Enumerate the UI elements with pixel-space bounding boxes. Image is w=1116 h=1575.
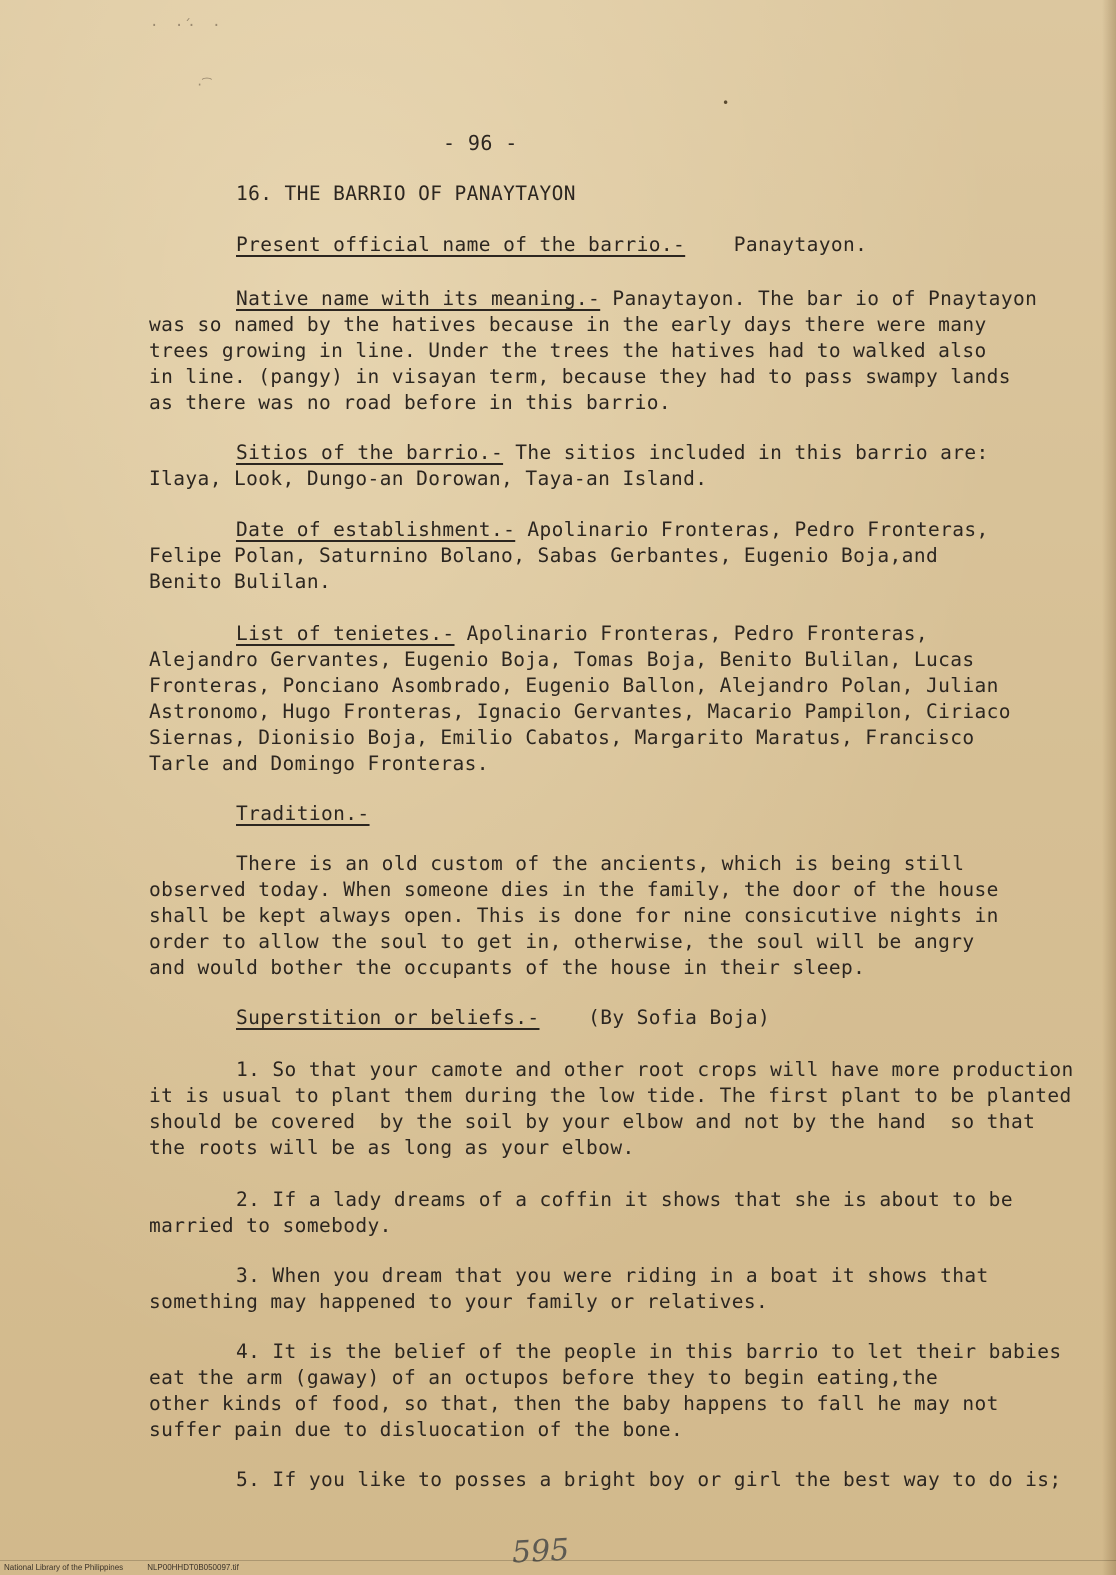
section-title-text: 16. THE BARRIO OF PANAYTAYON <box>236 182 576 205</box>
tenientes-line-1 <box>236 622 928 646</box>
sitios-text: The sitios included in this barrio are: <box>503 441 989 464</box>
belief-1-line: it is usual to plant them during the low tide. The first plant to be planted <box>149 1084 1072 1107</box>
scan-footer <box>4 1563 263 1572</box>
belief-1-line: the roots will be as long as your elbow. <box>149 1136 635 1159</box>
tradition-line: shall be kept always open. This is done for nine consicutive nights in <box>149 904 999 927</box>
tradition-heading: Tradition.- <box>236 802 370 825</box>
superstition-heading-line <box>236 1006 770 1030</box>
belief-2-line: 2. If a lady dreams of a coffin it shows that she is about to be <box>236 1188 1013 1211</box>
superstition-attribution: (By Sofia Boja) <box>588 1006 771 1029</box>
tenientes-heading: List of tenietes.- <box>236 622 455 645</box>
footer-file: NLP00HHDT0B050097.tif <box>147 1563 239 1572</box>
footer-library: National Library of the Philippines <box>4 1563 124 1572</box>
tenientes-line: Fronteras, Ponciano Asombrado, Eugenio Ballon, Alejandro Polan, Julian <box>149 674 999 697</box>
belief-4-line: 4. It is the belief of the people in this barrio to let their babies <box>236 1340 1062 1363</box>
belief-2-line: married to somebody. <box>149 1214 392 1237</box>
belief-1-line: should be covered by the soil by your elbow and not by the hand so that <box>149 1110 1036 1133</box>
establishment-line-1 <box>236 518 989 542</box>
belief-4-line: eat the arm (gaway) of an octupos before they to begin eating,the <box>149 1366 939 1389</box>
tenientes-line: Siernas, Dionisio Boja, Emilio Cabatos, Margarito Maratus, Francisco <box>149 726 975 749</box>
belief-3-line: something may happened to your family or relatives. <box>149 1290 769 1313</box>
tenientes-line: Astronomo, Hugo Fronteras, Ignacio Gervantes, Macario Pampilon, Ciriaco <box>149 700 1011 723</box>
establishment-line: Felipe Polan, Saturnino Bolano, Sabas Gerbantes, Eugenio Boja,and <box>149 544 939 567</box>
belief-4-line: suffer pain due to disluocation of the bone. <box>149 1418 684 1441</box>
corner-mark: ·͡ <box>196 78 211 92</box>
native-name-line: was so named by the hatives because in the early days there were many <box>149 313 987 336</box>
sitios-list: Ilaya, Look, Dungo-an Dorowan, Taya-an Island. <box>149 467 708 490</box>
tradition-line: order to allow the soul to get in, otherwise, the soul will be angry <box>149 930 975 953</box>
native-name-text: Panaytayon. The bar io of Pnaytayon <box>600 287 1038 310</box>
belief-3-line: 3. When you dream that you were riding in a boat it shows that <box>236 1264 989 1287</box>
sitios-heading: Sitios of the barrio.- <box>236 441 504 464</box>
official-name-heading: Present official name of the barrio.- <box>236 233 686 256</box>
native-name-line: as there was no road before in this barrio. <box>149 391 672 414</box>
establishment-heading: Date of establishment.- <box>236 518 516 541</box>
ink-smudge: · ·́· · <box>150 18 225 34</box>
superstition-heading: Superstition or beliefs.- <box>236 1006 540 1029</box>
belief-5-line: 5. If you like to posses a bright boy or girl the best way to do is; <box>236 1468 1062 1491</box>
handwritten-page-number: 595 <box>511 1532 571 1571</box>
official-name-value: Panaytayon. <box>733 233 868 256</box>
bottom-rule <box>0 1560 1116 1561</box>
ink-dot: • <box>722 96 730 110</box>
section-title <box>236 182 576 206</box>
belief-4-line: other kinds of food, so that, then the baby happens to fall he may not <box>149 1392 999 1415</box>
native-name-line: trees growing in line. Under the trees the hatives had to walked also <box>149 339 987 362</box>
tenientes-text: Apolinario Fronteras, Pedro Fronteras, <box>454 622 928 645</box>
sitios-line-1 <box>236 441 989 465</box>
page-number: - 96 - <box>443 131 518 155</box>
tradition-line: There is an old custom of the ancients, which is being still <box>236 852 965 875</box>
native-name-line: in line. (pangy) in visayan term, because they had to pass swampy lands <box>149 365 1011 388</box>
establishment-text: Apolinario Fronteras, Pedro Fronteras, <box>515 518 989 541</box>
native-name-heading: Native name with its meaning.- <box>236 287 601 310</box>
belief-1-line: 1. So that your camote and other root crops will have more production <box>236 1058 1074 1081</box>
tradition-heading-line <box>236 802 370 826</box>
tradition-line: observed today. When someone dies in the family, the door of the house <box>149 878 999 901</box>
establishment-line: Benito Bulilan. <box>149 570 332 593</box>
tradition-line: and would bother the occupants of the house in their sleep. <box>149 956 866 979</box>
tenientes-line: Tarle and Domingo Fronteras. <box>149 752 489 775</box>
official-name-line <box>236 233 867 257</box>
tenientes-line: Alejandro Gervantes, Eugenio Boja, Tomas Boja, Benito Bulilan, Lucas <box>149 648 975 671</box>
native-name-line-1 <box>236 287 1037 311</box>
